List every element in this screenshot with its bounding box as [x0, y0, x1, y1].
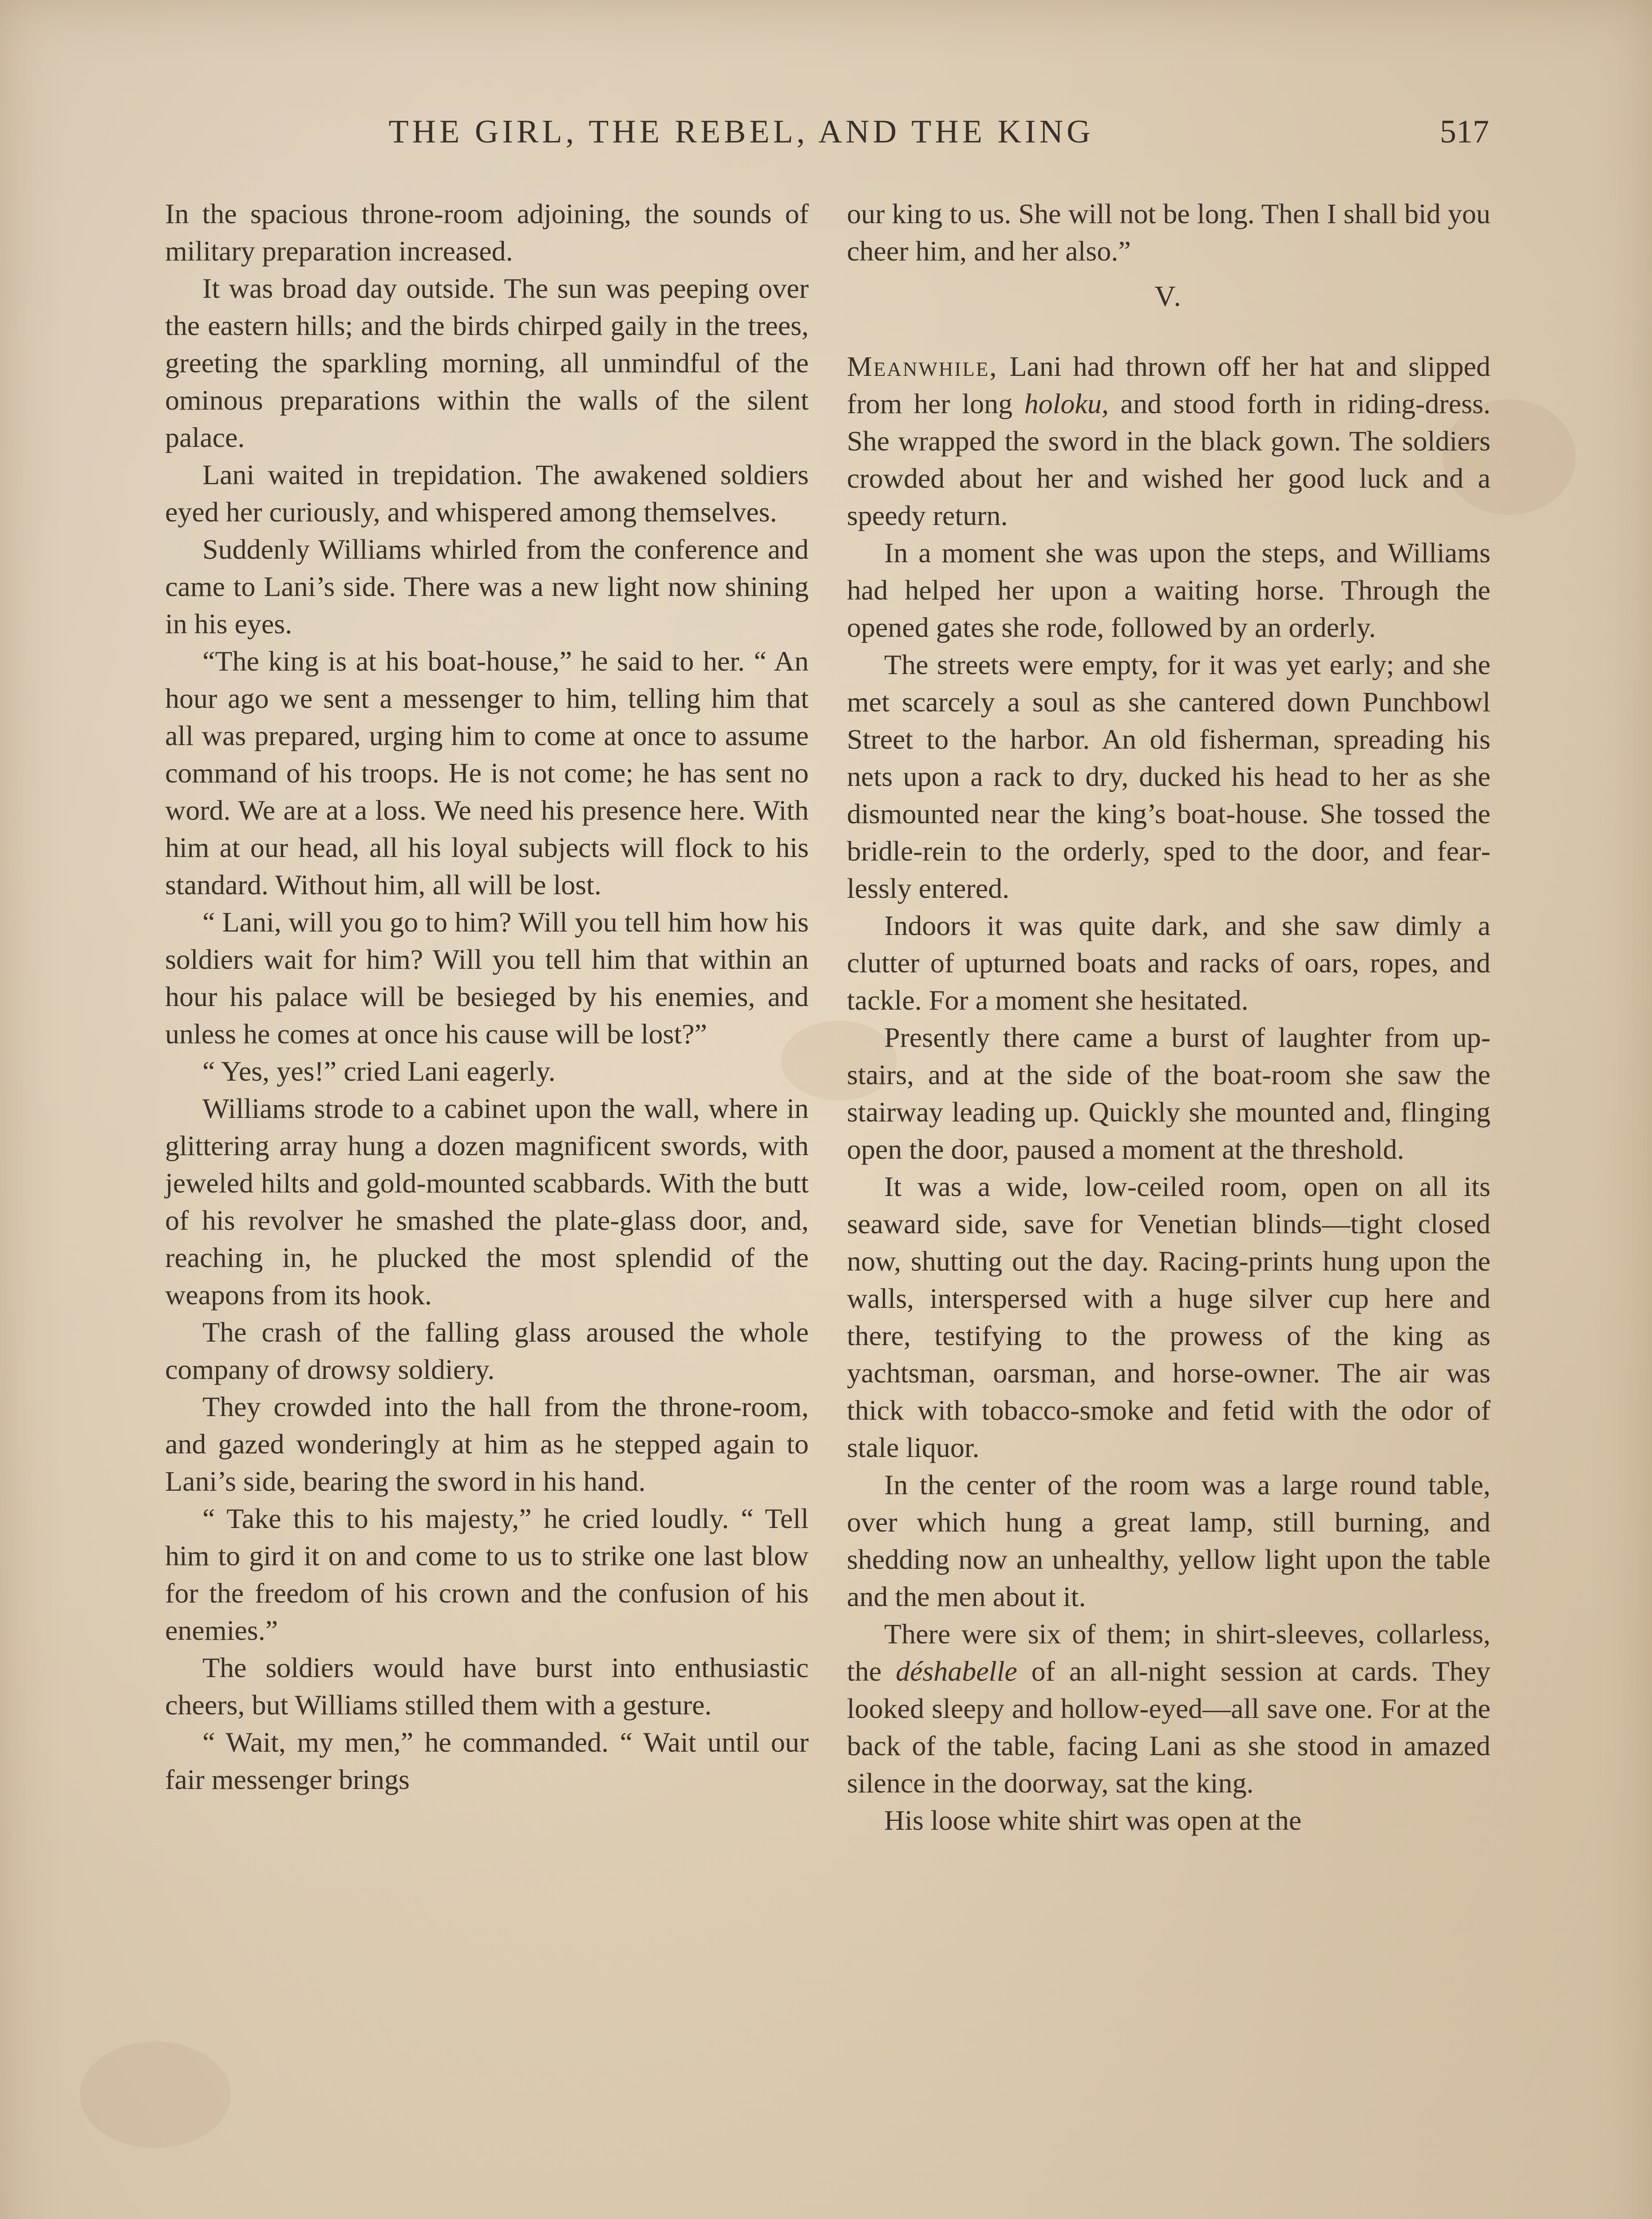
left-column: [165, 195, 809, 1798]
paragraph: His loose white shirt was open at the: [884, 1804, 1302, 1836]
paragraph: The crash of the falling glass aroused the whole company of drowsy soldiery.: [165, 1316, 809, 1385]
paragraph: Suddenly Williams whirled from the conference and came to Lani’s side. There was a new light now shining in his eyes.: [165, 533, 809, 640]
paragraph: “The king is at his boat-house,” he said to her. “ An hour ago we sent a messenger to him, telling him that all was prepared, urging him to come at once to assume command of his troops. He is not come; he has sent no word. We are at a loss. We need his presence here. With him at our head, all his loyal subjects will flock to his standard. Without him, all will be lost.: [165, 645, 809, 900]
paragraph: “ Yes, yes!” cried Lani eagerly.: [202, 1055, 556, 1087]
running-head: [164, 113, 1489, 162]
text-run: Lani had thrown off her hat and slipped from her long: [847, 351, 1490, 419]
paragraph: “ Take this to his majesty,” he cried loudly. “ Tell him to gird it on and come to us to strike one last blow for the freedom of his crown and the confusion of his enemies.”: [165, 1503, 809, 1646]
paragraph: [847, 1615, 1490, 1802]
section-heading: V.: [1154, 280, 1183, 312]
paragraph: Williams strode to a cabinet upon the wall, where in glittering array hung a dozen magnificent swords, with jeweled hilts and gold-mounted scabbards. With the butt of his revolver he smashed the plate-glass door, and, reaching in, he plucked the most splendid of the weapons from its hook.: [165, 1093, 809, 1311]
paper-stain: [80, 2041, 231, 2148]
text-run: of an all-night session at cards. They looked sleepy and hollow-eyed—all save one. For at the back of the table, facing Lani as she stood in amazed silence in the doorway, sat the king.: [847, 1655, 1491, 1799]
paragraph: “ Lani, will you go to him? Will you tell him how his soldiers wait for him? Will you tell him that within an hour his palace will be besieged by his enemies, and unless he comes at once his cause will be lost?”: [165, 906, 809, 1050]
paragraph: It was a wide, low-ceiled room, open on all its seaward side, save for Venetian blinds—tight closed now, shutting out the day. Racing-prints hung upon the walls, interspersed with a huge silver cup here and there, testifying to the prowess of the king as yachtsman, oarsman, and horse-owner. The air was thick with tobacco-smoke and fetid with the odor of stale liquor.: [847, 1171, 1490, 1463]
text-run: There were six of them; in shirt-sleeves, collarless, the: [847, 1618, 1490, 1687]
paragraph: The streets were empty, for it was yet early; and she met scarcely a soul as she cantered down Punchbowl Street to the harbor. An old fisherman, spreading his nets upon a rack to dry, ducked his head to her as she dismounted near the king’s boat-house. She tossed the bridle-rein to the orderly, sped to the door, and fearlessly entered.: [847, 649, 1490, 904]
right-column: [847, 195, 1490, 1839]
paragraph: our king to us. She will not be long. Then I shall bid you cheer him, and her also.”: [847, 198, 1490, 267]
paragraph: [847, 348, 1490, 534]
paragraph: Lani waited in trepidation. The awakened soldiers eyed her curiously, and whispered among themselves.: [165, 459, 809, 528]
paragraph: It was broad day outside. The sun was peeping over the eastern hills; and the birds chirped gaily in the trees, greeting the sparkling morning, all unmindful of the ominous preparations within the walls of the silent palace.: [165, 272, 809, 453]
paragraph: The soldiers would have burst into enthusiastic cheers, but Williams stilled them with a gesture.: [165, 1652, 809, 1721]
text-run: and stood forth in riding-dress. She wrapped the sword in the black gown. The soldiers crowded about her and wished her good luck and a speedy return.: [847, 388, 1491, 531]
running-title: THE GIRL, THE REBEL, AND THE KING: [388, 114, 1094, 150]
paragraph: Indoors it was quite dark, and she saw dimly a clutter of upturned boats and racks of oars, ropes, and tackle. For a moment she hesitated.: [847, 910, 1490, 1016]
italic-word: holoku,: [1024, 388, 1109, 419]
paragraph: In the center of the room was a large round table, over which hung a great lamp, still burning, and shedding now an unhealthy, yellow light upon the table and the men about it.: [847, 1469, 1490, 1612]
smallcaps-opening: Meanwhile,: [847, 351, 998, 382]
paragraph: “ Wait, my men,” he commanded. “ Wait until our fair messenger brings: [165, 1726, 809, 1795]
paragraph: In the spacious throne-room adjoining, the sounds of military preparation increased.: [165, 198, 809, 267]
paragraph: They crowded into the hall from the throne-room, and gazed wonderingly at him as he stepped again to Lani’s side, bearing the sword in his hand.: [165, 1391, 809, 1497]
italic-word: déshabelle: [896, 1655, 1017, 1687]
paragraph: In a moment she was upon the steps, and Williams had helped her upon a waiting horse. Through the opened gates she rode, followed by an orderly.: [847, 537, 1490, 643]
paragraph: Presently there came a burst of laughter from up-stairs, and at the side of the boat-room she saw the stairway leading up. Quickly she mounted and, flinging open the door, paused a moment at the threshold.: [847, 1022, 1490, 1165]
page-number: 517: [1440, 114, 1489, 150]
